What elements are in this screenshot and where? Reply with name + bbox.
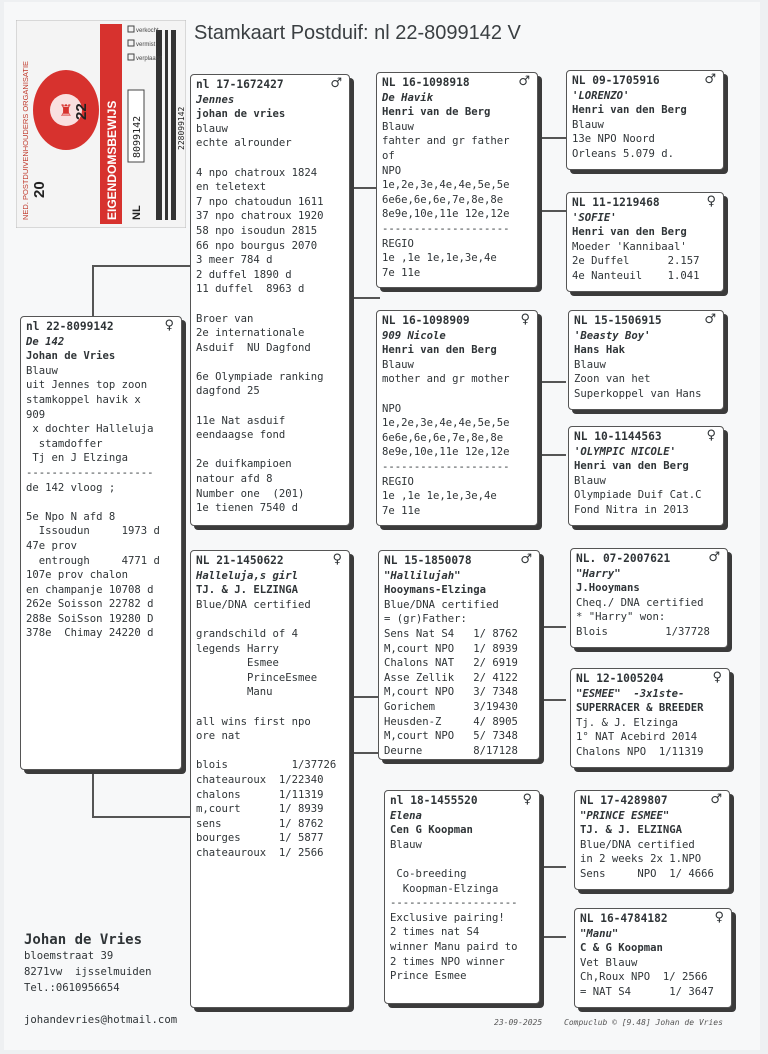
info-line: in 2 weeks 2x 1.NPO	[580, 853, 702, 866]
info-line: --------------------	[382, 460, 510, 473]
ring-org-text: NED. POSTDUIVENHOUDERS ORGANISATIE	[21, 60, 30, 220]
breeder-name: Johan de Vries	[26, 350, 116, 363]
info-line: 66 npo bourgus 2070	[196, 239, 318, 252]
breeder-name: Hans Hak	[574, 344, 626, 357]
breeder-name: TJ. & J. ELZINGA	[196, 584, 299, 597]
connector-line	[92, 265, 194, 267]
ring-number	[576, 672, 724, 687]
info-line: de 142 vloog ;	[26, 481, 116, 494]
connector-line	[92, 265, 94, 323]
bird-name: 909 Nicole	[382, 329, 446, 342]
info-line: REGIO	[382, 237, 414, 250]
connector-line	[538, 137, 566, 139]
male-symbol-icon: ♂	[704, 72, 716, 87]
ring-side-number: 228099142	[177, 106, 186, 150]
bird-card-main	[20, 316, 182, 770]
info-line: 6e Olympiade ranking	[196, 370, 324, 383]
info-line: Blauw	[574, 358, 606, 371]
ring-number-text: NL 17-4289807	[580, 794, 668, 807]
ring-number-text: NL 15-1506915	[574, 314, 662, 327]
info-line: 3 meer 784 d	[196, 254, 273, 267]
info-line: natour afd 8	[196, 473, 273, 486]
bird-name: 'LORENZO'	[572, 89, 630, 102]
info-line: Asduif NU Dagfond	[196, 341, 311, 354]
ring-number-text: nl 22-8099142	[26, 320, 114, 333]
female-symbol-icon: ♀	[706, 428, 716, 443]
female-symbol-icon: ♀	[706, 194, 716, 209]
bird-card-ggm-1	[566, 192, 724, 292]
owner-info	[24, 932, 177, 1028]
connector-line	[538, 381, 566, 383]
info-line: 13e NPO Noord	[572, 133, 655, 146]
owner-phone: Tel.:0610956654	[24, 982, 120, 994]
info-line: 2 duffel 1890 d	[196, 268, 292, 281]
info-line: ore nat	[196, 730, 241, 743]
info-line: 8e9e,10e,11e 12e,12e	[382, 446, 510, 459]
info-line: chateauroux 1/22340	[196, 773, 324, 786]
info-line: Blauw	[390, 838, 422, 851]
info-line: chateauroux 1/ 2566	[196, 846, 324, 859]
connector-line	[538, 866, 566, 868]
info-line: entrough 4771 d	[26, 554, 160, 567]
info-line: Manu	[196, 686, 273, 699]
info-line: Orleans 5.079 d.	[572, 147, 675, 160]
info-line	[196, 399, 344, 414]
info-line: 11 duffel 8963 d	[196, 283, 305, 296]
male-symbol-icon: ♂	[330, 76, 342, 91]
bird-card-ggf-1	[566, 70, 724, 170]
info-line: NPO	[382, 164, 402, 177]
info-line: 107e prov chalon	[26, 569, 129, 582]
info-line: 47e prov	[26, 539, 78, 552]
info-line: m,court 1/ 8939	[196, 803, 324, 816]
info-line: Blue/DNA certified	[580, 838, 695, 851]
ring-number	[574, 430, 718, 445]
male-symbol-icon: ♂	[704, 312, 716, 327]
ring-number	[576, 552, 722, 567]
ring-country: NL	[131, 205, 143, 220]
ring-number-text: NL 10-1144563	[574, 430, 662, 443]
ring-number: 8099142	[132, 115, 143, 158]
bird-card-father	[190, 74, 350, 526]
info-line: Sens Nat S4 1/ 8762	[384, 627, 518, 640]
info-line	[26, 495, 176, 510]
breeder-name: TJ. & J. ELZINGA	[580, 824, 683, 837]
connector-line	[538, 626, 566, 628]
bird-name: "Harry"	[576, 567, 621, 580]
info-line	[196, 355, 344, 370]
info-line: Superkoppel van Hans	[574, 387, 702, 400]
info-line: Number one (201)	[196, 487, 305, 500]
info-line: Sens NPO 1/ 4666	[580, 867, 714, 880]
info-line: Fond Nitra in 2013	[574, 503, 689, 516]
male-symbol-icon: ♂	[708, 550, 720, 565]
ring-number-text: NL 16-4784182	[580, 912, 668, 925]
info-line: Blauw	[574, 474, 606, 487]
info-line: 2 times nat S4	[390, 926, 480, 939]
bird-name: Jennes	[196, 93, 235, 106]
info-line: Moeder 'Kannibaal'	[572, 240, 687, 253]
info-line: = (gr)Father:	[384, 613, 467, 626]
ring-number-text: nl 18-1455520	[390, 794, 478, 807]
info-line: Exclusive pairing!	[390, 911, 505, 924]
info-line: 2e internationale	[196, 327, 305, 340]
info-line: 6e6e,6e,6e,7e,8e,8e	[382, 193, 504, 206]
info-line: 1e,2e,3e,4e,4e,5e,5e	[382, 417, 510, 430]
female-symbol-icon: ♀	[520, 312, 530, 327]
info-line: Zoon van het	[574, 373, 651, 386]
checkbox-label-1: verkocht	[136, 28, 159, 34]
bird-name: 'OLYMPIC NICOLE'	[574, 445, 677, 458]
bird-card-mother	[190, 550, 350, 1008]
info-line: 1e tienen 7540 d	[196, 502, 299, 515]
connector-line	[92, 816, 194, 818]
info-line: 909	[26, 408, 46, 421]
info-line: legends Harry	[196, 642, 279, 655]
info-line: eendaagse fond	[196, 429, 286, 442]
info-line: --------------------	[382, 222, 510, 235]
info-line: winner Manu paird to	[390, 940, 518, 953]
info-line: M,court NPO 5/ 7348	[384, 730, 518, 743]
bird-card-ggf-2	[568, 310, 724, 410]
info-line: M,court NPO 1/ 8939	[384, 642, 518, 655]
info-line: Blois 1/37728	[576, 625, 710, 638]
info-line: en teletext	[196, 181, 267, 194]
info-line: Blue/DNA certified	[196, 598, 311, 611]
connector-line	[538, 137, 540, 210]
owner-name: Johan de Vries	[24, 932, 143, 948]
info-line: --------------------	[390, 897, 518, 910]
info-line: 262e Soisson 22782 d	[26, 598, 154, 611]
info-line	[196, 151, 344, 166]
ring-number	[382, 314, 532, 329]
info-line: echte alrounder	[196, 137, 292, 150]
ring-number	[580, 794, 724, 809]
info-line: 288e SoiSson 19280 D	[26, 612, 154, 625]
info-line: 7 npo chatoudun 1611	[196, 195, 324, 208]
info-line: Co-breeding	[390, 867, 467, 880]
bird-name: Elena	[390, 809, 422, 822]
bird-name: De Havik	[382, 91, 434, 104]
info-line: en champanje 10708 d	[26, 583, 154, 596]
breeder-name: Henri van den Berg	[572, 226, 687, 239]
connector-line	[349, 752, 380, 754]
info-line: = NAT S4 1/ 3647	[580, 985, 714, 998]
info-line: Tj en J Elzinga	[26, 452, 129, 465]
breeder-name: SUPERRACER & BREEDER	[576, 702, 704, 715]
ring-number	[196, 78, 344, 93]
lion-emblem-icon: ♜	[58, 101, 74, 120]
info-line: 8e9e,10e,11e 12e,12e	[382, 208, 510, 221]
bird-name: De 142	[26, 335, 65, 348]
connector-line	[538, 699, 566, 701]
connector-line	[538, 936, 566, 938]
info-line: Issoudun 1973 d	[26, 525, 160, 538]
ring-number-text: NL 12-1005204	[576, 672, 664, 685]
info-line: * "Harry" won:	[576, 611, 666, 624]
info-line: Blue/DNA certified	[384, 598, 499, 611]
ring-number-text: NL 16-1098918	[382, 76, 470, 89]
info-line: uit Jennes top zoon	[26, 379, 148, 392]
info-line: 37 npo chatroux 1920	[196, 210, 324, 223]
connector-line	[92, 768, 94, 818]
info-line: PrinceEsmee	[196, 671, 318, 684]
info-line: Cheq./ DNA certified	[576, 596, 704, 609]
breeder-name: Henri van den Berg	[572, 104, 687, 117]
bird-card-ggm-3	[570, 668, 730, 768]
info-line	[196, 700, 344, 715]
software-credit: Compuclub © [9.48] Johan de Vries	[564, 1018, 723, 1027]
info-line: of	[382, 149, 395, 162]
info-line: Broer van	[196, 312, 254, 325]
connector-line	[349, 696, 380, 698]
info-line: Asse Zellik 2/ 4122	[384, 671, 518, 684]
breeder-name: Henri van den Berg	[574, 460, 689, 473]
info-line: stamkoppel havik x	[26, 393, 141, 406]
info-line	[196, 744, 344, 759]
bird-card-ggf-3	[570, 548, 728, 648]
breeder-name: J.Hooymans	[576, 582, 640, 595]
ring-number-text: nl 17-1672427	[196, 78, 284, 91]
info-line: 2e Duffel 2.157	[572, 255, 700, 268]
ring-year-left: 20	[31, 181, 48, 198]
bird-card-maternal-grandmother	[384, 790, 540, 1004]
info-line: blois 1/37726	[196, 759, 337, 772]
info-line: Esmee	[196, 657, 279, 670]
bird-card-paternal-grandmother	[376, 310, 538, 526]
info-line: Olympiade Duif Cat.C	[574, 489, 702, 502]
info-line: all wins first npo	[196, 715, 311, 728]
info-line: 1e ,1e 1e,1e,3e,4e	[382, 252, 497, 265]
connector-line	[538, 210, 566, 212]
info-line: Chalons NPO 1/11319	[576, 745, 704, 758]
male-symbol-icon: ♂	[710, 792, 722, 807]
info-line: 6e6e,6e,6e,7e,8e,8e	[382, 431, 504, 444]
page-title: Stamkaart Postduif: nl 22-8099142 V	[194, 22, 521, 44]
info-line: x dochter Halleluja	[26, 423, 154, 436]
bird-name: "PRINCE ESMEE"	[580, 809, 670, 822]
breeder-name: Hooymans-Elzinga	[384, 584, 487, 597]
owner-city: 8271vw ijsselmuiden	[24, 966, 152, 978]
info-line: Blauw	[382, 358, 414, 371]
info-line: Vet Blauw	[580, 956, 638, 969]
ring-number	[196, 554, 344, 569]
ring-number	[390, 794, 534, 809]
pedigree-page	[4, 2, 760, 1050]
info-line: 2 times NPO winner	[390, 955, 505, 968]
connector-line	[538, 454, 566, 456]
ring-number-text: NL 21-1450622	[196, 554, 284, 567]
info-line: Deurne 8/17128	[384, 744, 518, 757]
ring-number	[384, 554, 534, 569]
info-line: mother and gr mother	[382, 373, 510, 386]
info-line: Blauw	[26, 364, 58, 377]
bird-name: "Manu"	[580, 927, 619, 940]
info-line: 5e Npo N afd 8	[26, 510, 116, 523]
male-symbol-icon: ♂	[518, 74, 530, 89]
info-line: stamdoffer	[26, 437, 103, 450]
bird-name: "Hallilujah"	[384, 569, 461, 582]
info-line: 7e 11e	[382, 266, 421, 279]
ring-number	[580, 912, 726, 927]
info-line: 1° NAT Acebird 2014	[576, 731, 698, 744]
info-line: chalons 1/11319	[196, 788, 324, 801]
info-line	[390, 852, 534, 867]
bird-name: 'Beasty Boy'	[574, 329, 651, 342]
female-symbol-icon: ♀	[712, 670, 722, 685]
bird-name: "ESMEE" -3x1ste-	[576, 687, 685, 700]
info-line: grandschild of 4	[196, 627, 299, 640]
bird-card-maternal-grandfather	[378, 550, 540, 760]
checkbox-label-3: verplaatst	[136, 56, 163, 62]
info-line: M,court NPO 3/ 7348	[384, 686, 518, 699]
info-line: Gorichem 3/19430	[384, 700, 518, 713]
info-line	[196, 297, 344, 312]
bird-name: Halleluja,s girl	[196, 569, 299, 582]
ring-banner-text: EIGENDOMSBEWIJS	[105, 100, 119, 220]
info-line: 4 npo chatroux 1824	[196, 166, 318, 179]
breeder-name: johan de vries	[196, 108, 286, 121]
female-symbol-icon: ♀	[164, 318, 174, 333]
ring-number	[26, 320, 176, 335]
info-line: 4e Nanteuil 1.041	[572, 269, 700, 282]
info-line: Chalons NAT 2/ 6919	[384, 657, 518, 670]
owner-email: johandevries@hotmail.com	[24, 1014, 178, 1026]
ring-number-text: NL. 07-2007621	[576, 552, 671, 565]
ownership-ring-label	[16, 20, 186, 228]
info-line: 378e Chimay 24220 d	[26, 627, 154, 640]
info-line: Tj. & J. Elzinga	[576, 716, 679, 729]
info-line	[382, 387, 532, 402]
connector-line	[349, 297, 380, 299]
info-line: sens 1/ 8762	[196, 817, 324, 830]
breeder-name: Henri van den Berg	[382, 344, 497, 357]
info-line	[196, 612, 344, 627]
breeder-name: Cen G Koopman	[390, 824, 473, 837]
info-line: REGIO	[382, 475, 414, 488]
info-line: Blauw	[572, 118, 604, 131]
info-line: 11e Nat asduif	[196, 414, 286, 427]
female-symbol-icon: ♀	[332, 552, 342, 567]
info-line: 1e ,1e 1e,1e,3e,4e	[382, 490, 497, 503]
bird-card-paternal-grandfather	[376, 72, 538, 288]
info-line: Koopman-Elzinga	[390, 882, 499, 895]
info-line	[196, 443, 344, 458]
ring-number	[572, 196, 718, 211]
info-line: fahter and gr father	[382, 135, 510, 148]
ring-number-text: NL 09-1705916	[572, 74, 660, 87]
male-symbol-icon: ♂	[520, 552, 532, 567]
info-line: 1e,2e,3e,4e,4e,5e,5e	[382, 179, 510, 192]
ring-number	[574, 314, 718, 329]
connector-line	[538, 381, 540, 454]
bird-card-ggm-4	[574, 908, 732, 1008]
bird-name: 'SOFIE'	[572, 211, 617, 224]
breeder-name: C & G Koopman	[580, 942, 663, 955]
info-line: blauw	[196, 122, 228, 135]
ring-number	[382, 76, 532, 91]
female-symbol-icon: ♀	[522, 792, 532, 807]
info-line: Ch,Roux NPO 1/ 2566	[580, 971, 708, 984]
ring-number-text: NL 11-1219468	[572, 196, 660, 209]
bird-card-ggm-2	[568, 426, 724, 526]
info-line: dagfond 25	[196, 385, 260, 398]
info-line: 2e duifkampioen	[196, 458, 292, 471]
owner-street: bloemstraat 39	[24, 950, 114, 962]
info-line: --------------------	[26, 466, 154, 479]
info-line: Blauw	[382, 120, 414, 133]
info-line: bourges 1/ 5877	[196, 832, 324, 845]
ring-year-right: 22	[73, 103, 90, 120]
info-line: Prince Esmee	[390, 970, 467, 983]
info-line: 7e 11e	[382, 504, 421, 517]
info-line: NPO	[382, 402, 402, 415]
print-date: 23-09-2025	[494, 1018, 543, 1027]
checkbox-label-2: vermist	[136, 42, 156, 48]
ring-number-text: NL 16-1098909	[382, 314, 470, 327]
bird-card-ggf-4	[574, 790, 730, 890]
ring-number-text: NL 15-1850078	[384, 554, 472, 567]
female-symbol-icon: ♀	[714, 910, 724, 925]
info-line: 58 npo isoudun 2815	[196, 224, 318, 237]
info-line: Heusden-Z 4/ 8905	[384, 715, 518, 728]
breeder-name: Henri van de Berg	[382, 106, 491, 119]
ring-number	[572, 74, 718, 89]
